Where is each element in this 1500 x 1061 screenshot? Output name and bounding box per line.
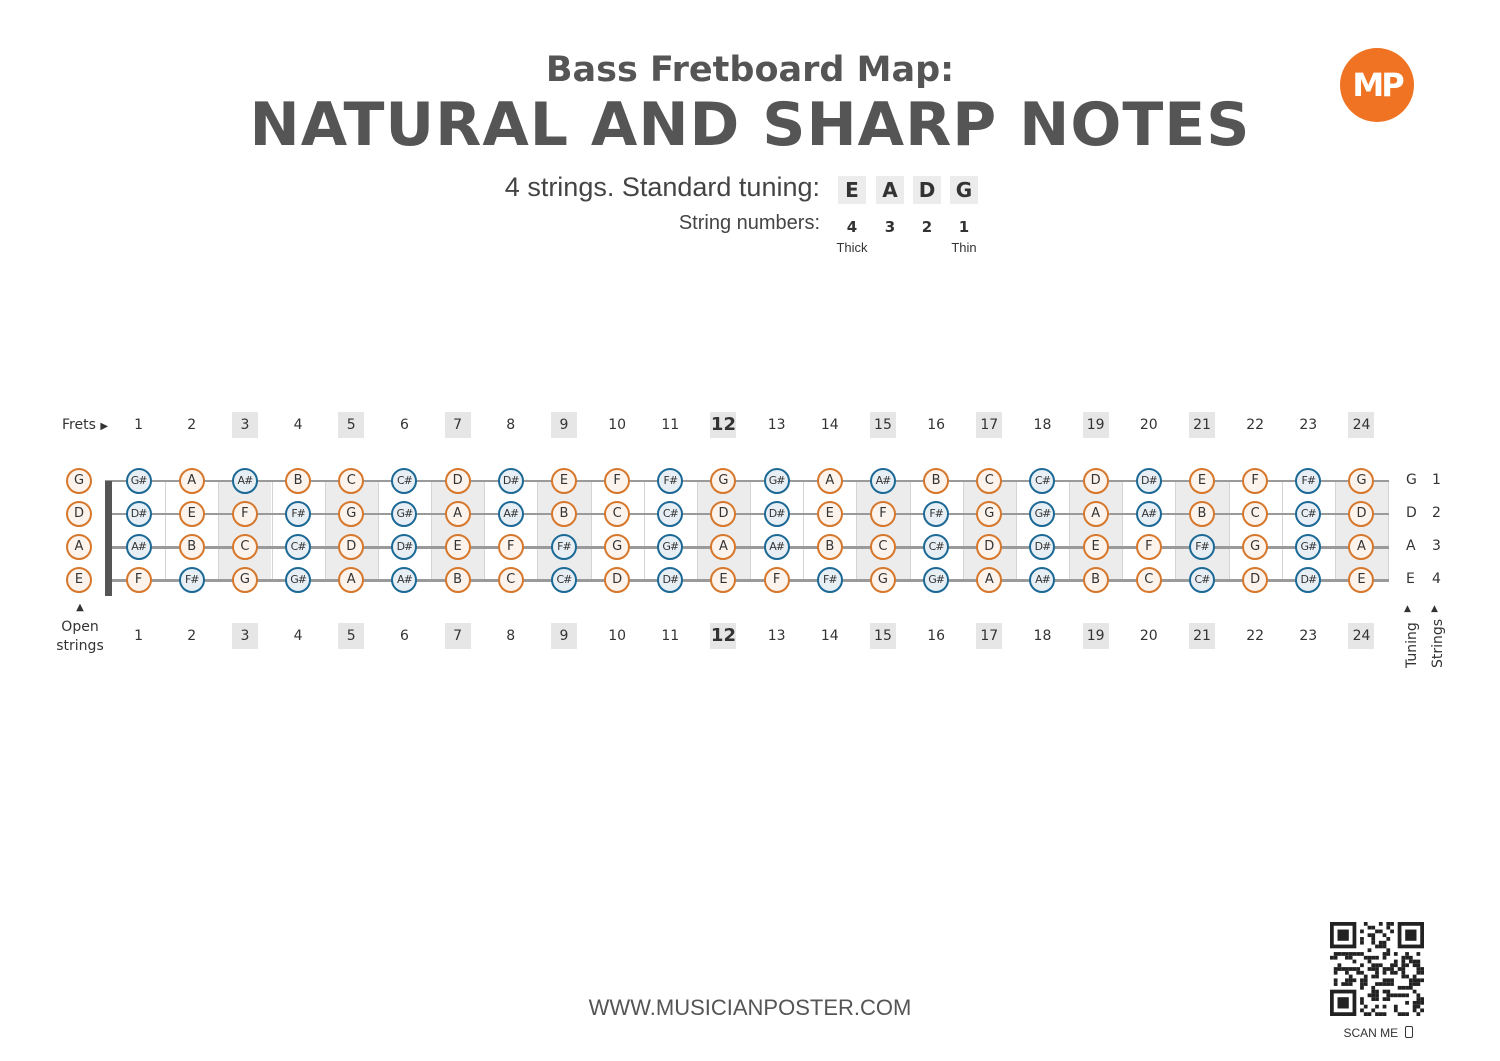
fret-number-top: 15	[870, 412, 896, 438]
sharp-note: C#	[551, 567, 577, 593]
fret-wire	[537, 481, 538, 580]
sharp-note: D#	[126, 501, 152, 527]
natural-note: C	[498, 567, 524, 593]
fret-number-top: 14	[820, 417, 839, 433]
sharp-note: G#	[657, 534, 683, 560]
fret-wire	[1016, 481, 1017, 580]
string-number-label: 1	[1432, 472, 1441, 488]
natural-note: G	[870, 567, 896, 593]
fret-wire	[910, 481, 911, 580]
natural-note: F	[126, 567, 152, 593]
fret-number-top: 5	[338, 412, 364, 438]
string-number: 3	[884, 218, 896, 236]
website-url[interactable]: WWW.MUSICIANPOSTER.COM	[588, 995, 912, 1020]
fret-number-top: 7	[445, 412, 471, 438]
fret-number-top: 6	[399, 417, 409, 433]
fret-number-top: 20	[1139, 417, 1158, 433]
sharp-note: G#	[923, 567, 949, 593]
natural-note: G	[232, 567, 258, 593]
natural-note: E	[551, 468, 577, 494]
natural-note: E	[817, 501, 843, 527]
sharp-note: A#	[1136, 501, 1162, 527]
natural-note: G	[338, 501, 364, 527]
sharp-note: C#	[1029, 468, 1055, 494]
natural-note: D	[1242, 567, 1268, 593]
phone-icon	[1405, 1026, 1413, 1038]
fret-wire	[697, 481, 698, 580]
scan-me-label	[1318, 1026, 1438, 1040]
sharp-note: C#	[657, 501, 683, 527]
sharp-note: D#	[498, 468, 524, 494]
open-string-note: A	[66, 534, 92, 560]
sharp-note: D#	[391, 534, 417, 560]
sharp-note: G#	[1295, 534, 1321, 560]
fret-marker-shade	[1335, 481, 1388, 580]
sharp-note: F#	[817, 567, 843, 593]
fret-number-top: 1	[134, 417, 144, 433]
fret-number-bottom: 9	[551, 623, 577, 649]
frets-label	[62, 417, 108, 433]
sharp-note: A#	[232, 468, 258, 494]
sharp-note: A#	[870, 468, 896, 494]
natural-note: D	[338, 534, 364, 560]
fret-number-top: 21	[1189, 412, 1215, 438]
fret-number-bottom: 12	[710, 623, 736, 649]
natural-note: E	[1083, 534, 1109, 560]
natural-note: A	[976, 567, 1002, 593]
fret-number-bottom: 1	[134, 628, 144, 644]
fret-marker-shade	[697, 481, 750, 580]
natural-note: F	[870, 501, 896, 527]
title-subtitle: Bass Fretboard Map:	[545, 50, 955, 90]
natural-note: F	[1136, 534, 1162, 560]
fret-number-bottom: 10	[608, 628, 627, 644]
sharp-note: F#	[1295, 468, 1321, 494]
fret-number-top: 18	[1033, 417, 1052, 433]
sharp-note: C#	[285, 534, 311, 560]
sharp-note: F#	[1189, 534, 1215, 560]
fret-wire	[431, 481, 432, 580]
fret-number-top: 2	[187, 417, 197, 433]
natural-note: D	[445, 468, 471, 494]
natural-note: C	[976, 468, 1002, 494]
fret-wire	[1175, 481, 1176, 580]
string-number-label: 2	[1432, 505, 1441, 521]
string-tuning-label: G	[1406, 472, 1417, 488]
sharp-note: G#	[126, 468, 152, 494]
fret-number-bottom: 6	[399, 628, 409, 644]
natural-note: E	[1189, 468, 1215, 494]
fret-number-bottom: 19	[1083, 623, 1109, 649]
string-number-label: 3	[1432, 538, 1441, 554]
natural-note: C	[1242, 501, 1268, 527]
natural-note: D	[1083, 468, 1109, 494]
string-tuning-label: A	[1406, 538, 1416, 554]
triangle-up-icon: ▲	[1404, 604, 1411, 614]
open-string-note: G	[66, 468, 92, 494]
natural-note: A	[179, 468, 205, 494]
natural-note: F	[498, 534, 524, 560]
fret-wire	[218, 481, 219, 580]
open-string-note: D	[66, 501, 92, 527]
sharp-note: C#	[391, 468, 417, 494]
fret-number-bottom: 15	[870, 623, 896, 649]
string-number: 1	[958, 218, 970, 236]
natural-note: G	[710, 468, 736, 494]
sharp-note: F#	[551, 534, 577, 560]
fret-number-bottom: 24	[1348, 623, 1374, 649]
natural-note: E	[179, 501, 205, 527]
string-number-label: 4	[1432, 571, 1441, 587]
sharp-note: D#	[657, 567, 683, 593]
fret-number-top: 9	[551, 412, 577, 438]
natural-note: F	[232, 501, 258, 527]
scan-me-text: SCAN ME	[1343, 1026, 1399, 1040]
fret-number-bottom: 11	[661, 628, 680, 644]
triangle-right-icon: ▶	[100, 421, 109, 432]
fret-number-bottom: 7	[445, 623, 471, 649]
open-string-note: E	[66, 567, 92, 593]
fret-marker-shade	[963, 481, 1016, 580]
natural-note: D	[710, 501, 736, 527]
fret-marker-shade	[1069, 481, 1122, 580]
fret-number-bottom: 5	[338, 623, 364, 649]
tuning-note-G: G	[950, 176, 978, 204]
fret-marker-shade	[1175, 481, 1228, 580]
fret-wire	[1335, 481, 1336, 580]
sharp-note: A#	[1029, 567, 1055, 593]
frets-label-text: Frets	[62, 417, 96, 433]
fret-number-bottom: 20	[1139, 628, 1158, 644]
natural-note: A	[1083, 501, 1109, 527]
natural-note: G	[976, 501, 1002, 527]
natural-note: A	[338, 567, 364, 593]
natural-note: C	[1136, 567, 1162, 593]
fret-number-bottom: 13	[767, 628, 786, 644]
fret-number-bottom: 4	[293, 628, 303, 644]
fret-marker-shade	[218, 481, 271, 580]
fret-marker-shade	[431, 481, 484, 580]
page-title: NATURAL AND SHARP NOTES	[249, 90, 1251, 160]
string-number: 2	[921, 218, 933, 236]
fret-number-bottom: 17	[976, 623, 1002, 649]
natural-note: D	[604, 567, 630, 593]
sharp-note: D#	[1136, 468, 1162, 494]
fret-number-top: 24	[1348, 412, 1374, 438]
sharp-note: D#	[1295, 567, 1321, 593]
natural-note: A	[445, 501, 471, 527]
fret-wire	[963, 481, 964, 580]
triangle-up-icon: ▲	[76, 602, 84, 613]
fret-number-top: 17	[976, 412, 1002, 438]
sharp-note: C#	[1189, 567, 1215, 593]
tuning-note-D: D	[913, 176, 941, 204]
string-number: 4	[846, 218, 858, 236]
fret-number-bottom: 21	[1189, 623, 1215, 649]
brand-logo: MP	[1340, 48, 1414, 122]
tuning-label: 4 strings. Standard tuning:	[504, 172, 820, 202]
natural-note: D	[976, 534, 1002, 560]
fret-number-top: 16	[927, 417, 946, 433]
natural-note: D	[1348, 501, 1374, 527]
fret-wire	[750, 481, 751, 580]
fret-wire	[1229, 481, 1230, 580]
sharp-note: G#	[391, 501, 417, 527]
tuning-column-label: Tuning	[1404, 622, 1420, 668]
fret-number-top: 3	[232, 412, 258, 438]
fret-marker-shade	[856, 481, 909, 580]
sharp-note: F#	[285, 501, 311, 527]
natural-note: G	[1348, 468, 1374, 494]
sharp-note: G#	[764, 468, 790, 494]
fret-wire	[272, 481, 273, 580]
fret-number-top: 13	[767, 417, 786, 433]
sharp-note: C#	[1295, 501, 1321, 527]
thin-label: Thin	[951, 240, 977, 255]
sharp-note: D#	[1029, 534, 1055, 560]
natural-note: C	[232, 534, 258, 560]
fret-number-top: 4	[293, 417, 303, 433]
natural-note: G	[604, 534, 630, 560]
qr-code[interactable]	[1330, 922, 1424, 1016]
natural-note: E	[710, 567, 736, 593]
natural-note: B	[1083, 567, 1109, 593]
tuning-note-A: A	[876, 176, 904, 204]
fret-wire	[591, 481, 592, 580]
fret-number-top: 19	[1083, 412, 1109, 438]
fret-wire	[325, 481, 326, 580]
natural-note: B	[445, 567, 471, 593]
fret-number-bottom: 16	[927, 628, 946, 644]
sharp-note: A#	[391, 567, 417, 593]
fret-number-top: 22	[1246, 417, 1265, 433]
natural-note: F	[604, 468, 630, 494]
thick-label: Thick	[836, 240, 868, 255]
string-numbers-label: String numbers:	[678, 212, 820, 234]
sharp-note: F#	[657, 468, 683, 494]
fret-wire	[644, 481, 645, 580]
fret-number-top: 10	[608, 417, 627, 433]
fret-number-top: 8	[506, 417, 516, 433]
natural-note: B	[923, 468, 949, 494]
natural-note: G	[1242, 534, 1268, 560]
strings-column-label: Strings	[1430, 618, 1446, 668]
open-strings-label: Open strings	[56, 619, 104, 654]
nut	[105, 481, 112, 596]
fret-wire	[1282, 481, 1283, 580]
fret-number-top: 23	[1299, 417, 1318, 433]
natural-note: B	[179, 534, 205, 560]
fret-wire	[1069, 481, 1070, 580]
natural-note: A	[710, 534, 736, 560]
fret-number-top: 11	[661, 417, 680, 433]
fret-number-bottom: 2	[187, 628, 197, 644]
fret-wire	[1122, 481, 1123, 580]
natural-note: B	[817, 534, 843, 560]
fret-wire	[1388, 481, 1389, 580]
fret-wire	[378, 481, 379, 580]
sharp-note: G#	[1029, 501, 1055, 527]
natural-note: B	[285, 468, 311, 494]
string-tuning-label: D	[1406, 505, 1417, 521]
natural-note: C	[870, 534, 896, 560]
natural-note: F	[764, 567, 790, 593]
sharp-note: F#	[179, 567, 205, 593]
natural-note: B	[1189, 501, 1215, 527]
natural-note: E	[1348, 567, 1374, 593]
fret-marker-shade	[537, 481, 590, 580]
fret-number-bottom: 23	[1299, 628, 1318, 644]
fret-number-bottom: 3	[232, 623, 258, 649]
fret-wire	[803, 481, 804, 580]
fret-number-bottom: 22	[1246, 628, 1265, 644]
fret-wire	[484, 481, 485, 580]
natural-note: F	[1242, 468, 1268, 494]
natural-note: A	[817, 468, 843, 494]
fret-number-bottom: 14	[820, 628, 839, 644]
natural-note: C	[338, 468, 364, 494]
fret-wire	[165, 481, 166, 580]
fret-number-bottom: 8	[506, 628, 516, 644]
sharp-note: F#	[923, 501, 949, 527]
sharp-note: A#	[126, 534, 152, 560]
natural-note: C	[604, 501, 630, 527]
sharp-note: D#	[764, 501, 790, 527]
natural-note: A	[1348, 534, 1374, 560]
triangle-up-icon: ▲	[1431, 604, 1438, 614]
string-tuning-label: E	[1406, 571, 1415, 587]
sharp-note: G#	[285, 567, 311, 593]
sharp-note: A#	[764, 534, 790, 560]
tuning-note-E: E	[838, 176, 866, 204]
fret-number-bottom: 18	[1033, 628, 1052, 644]
sharp-note: C#	[923, 534, 949, 560]
fret-marker-shade	[325, 481, 378, 580]
natural-note: E	[445, 534, 471, 560]
sharp-note: A#	[498, 501, 524, 527]
fret-wire	[856, 481, 857, 580]
natural-note: B	[551, 501, 577, 527]
fret-number-top: 12	[710, 412, 736, 438]
